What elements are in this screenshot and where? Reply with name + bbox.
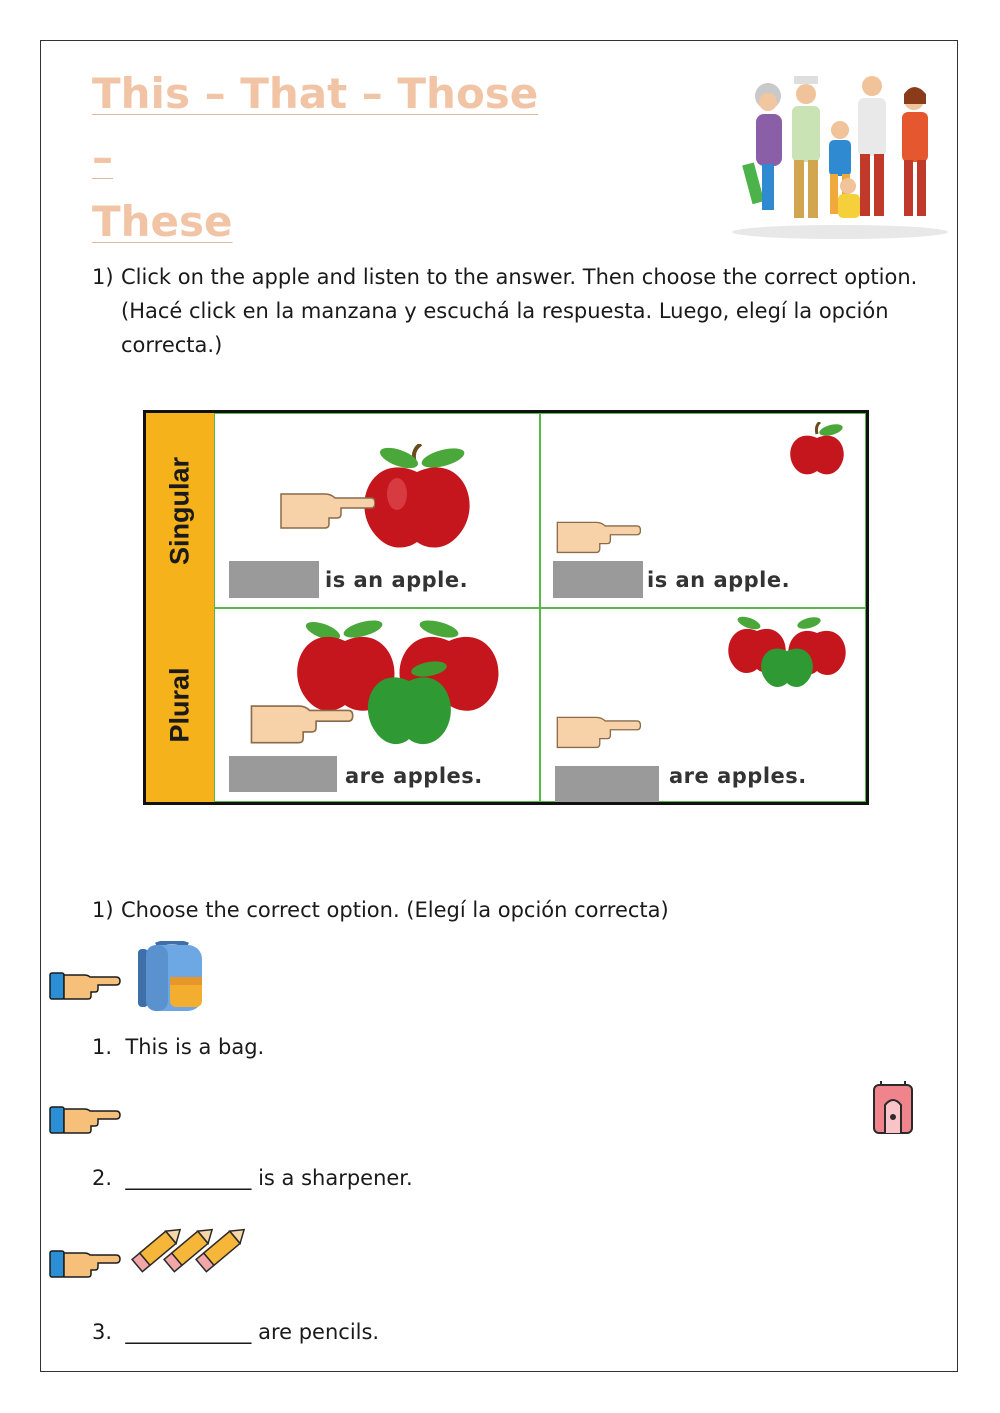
item-3-text: ____________ are pencils.	[125, 1320, 380, 1344]
apple-icon[interactable]	[785, 422, 849, 478]
item-2-number: 2.	[92, 1166, 113, 1190]
cell-singular-far	[540, 413, 866, 608]
sentence-1: is an apple.	[325, 568, 469, 592]
section1-instruction	[92, 260, 922, 362]
pointing-hand-left-icon	[279, 480, 375, 532]
pointing-hand-left-icon	[247, 691, 355, 747]
sentence-2: is an apple.	[647, 568, 791, 592]
section2-number: 1)	[92, 898, 114, 922]
section2-text: Choose the correct option. (Elegí la opción correcta)	[121, 898, 669, 922]
row-label-plural: Plural	[164, 667, 195, 743]
pointing-hand-icon	[48, 1101, 122, 1137]
answer-box-3[interactable]	[229, 756, 337, 792]
title-line-2: These	[92, 197, 233, 246]
family-illustration	[728, 68, 950, 240]
cell-plural-far	[540, 608, 866, 802]
section2-instruction	[92, 893, 922, 927]
apple-icon[interactable]	[725, 615, 851, 695]
cell-plural-near	[214, 608, 540, 802]
pointing-hand-icon	[48, 967, 122, 1003]
section1-text: Click on the apple and listen to the answer. Then choose the correct option. (Hacé click en la manzana y escuchá la respuesta. Luego, elegí la opción correcta.)	[121, 265, 918, 357]
row-label-singular: Singular	[164, 456, 195, 565]
answer-box-1[interactable]	[229, 561, 319, 598]
side-band-plural	[146, 608, 214, 802]
answer-box-4[interactable]	[555, 766, 659, 802]
item-1-number: 1.	[92, 1035, 113, 1059]
item-2-text: ____________ is a sharpener.	[125, 1166, 413, 1190]
item-3	[92, 1320, 379, 1344]
apple-grid	[143, 410, 869, 805]
sharpener-icon	[871, 1081, 915, 1137]
title-line-1: This – That – Those –	[92, 69, 539, 182]
item-2	[92, 1166, 413, 1190]
backpack-icon	[136, 941, 208, 1015]
page-title	[92, 62, 572, 254]
answer-box-2[interactable]	[553, 561, 643, 598]
item-1	[92, 1035, 264, 1059]
sentence-3: are apples.	[345, 764, 483, 788]
item-1-text: This is a bag.	[125, 1035, 265, 1059]
pointing-hand-icon	[48, 1245, 122, 1281]
side-band-singular	[146, 413, 214, 608]
pencils-icon	[129, 1222, 247, 1286]
pointing-hand-left-icon	[555, 705, 641, 751]
pointing-hand-left-icon	[555, 510, 641, 556]
sentence-4: are apples.	[669, 764, 807, 788]
section1-number: 1)	[92, 265, 114, 289]
item-3-number: 3.	[92, 1320, 113, 1344]
cell-singular-near	[214, 413, 540, 608]
